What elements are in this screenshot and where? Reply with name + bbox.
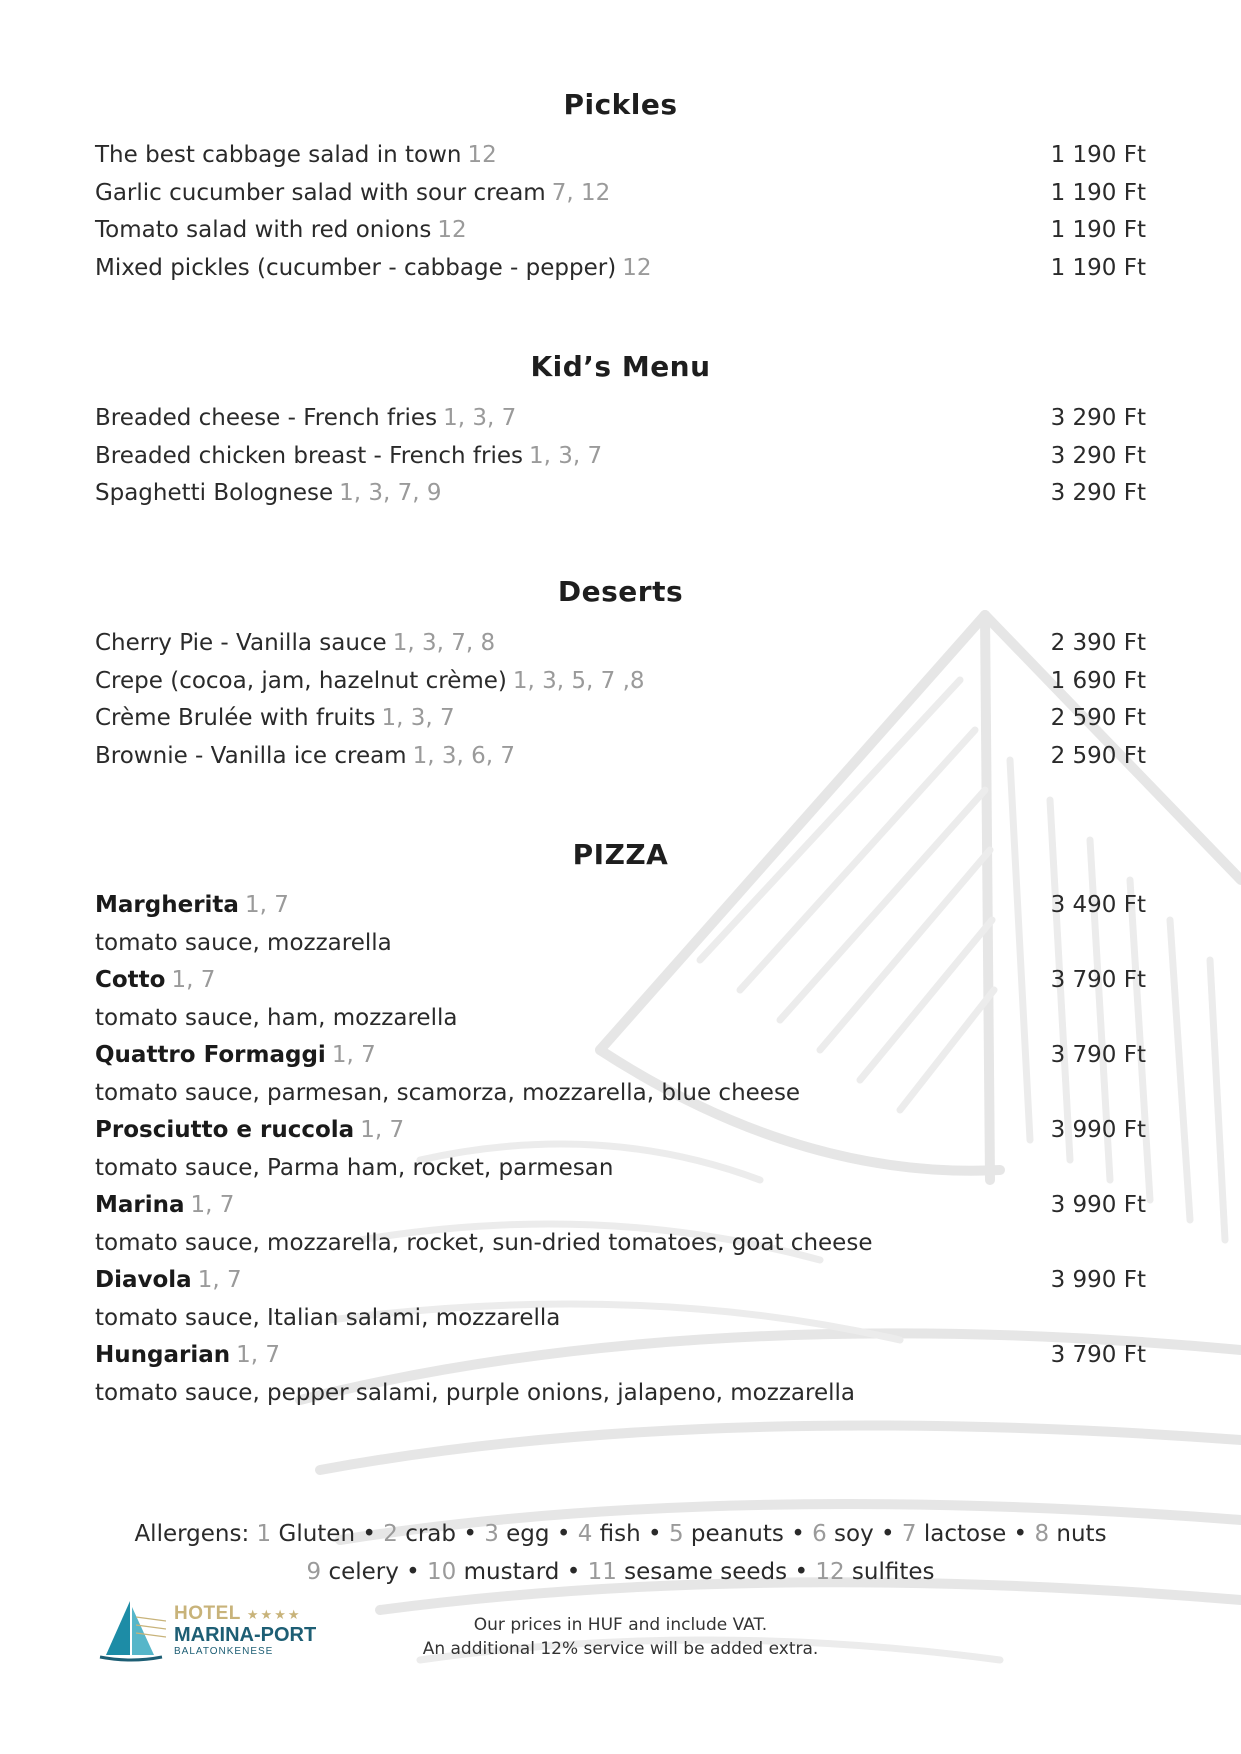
- item-label: [95, 212, 467, 250]
- allergen-separator: •: [791, 1521, 805, 1547]
- allergen-name: sesame seeds: [624, 1559, 788, 1585]
- item-label: [95, 1187, 234, 1225]
- item-allergens: 1, 3, 7: [443, 405, 517, 431]
- allergen-separator: •: [406, 1559, 420, 1585]
- item-label: [95, 1337, 280, 1375]
- item-label: [95, 962, 215, 1000]
- logo-location: BALATONKENESE: [174, 1645, 274, 1657]
- allergen-legend: [0, 1515, 1241, 1591]
- price-note-line-2: An additional 12% service will be added extra.: [422, 1639, 819, 1659]
- allergen-name: mustard: [463, 1559, 560, 1585]
- allergen-number: 10: [427, 1559, 457, 1585]
- item-price: 1 190 Ft: [1050, 254, 1146, 281]
- allergen-separator: •: [794, 1559, 809, 1585]
- pizza-item-row: [95, 887, 1146, 925]
- item-label: [95, 663, 645, 701]
- item-name: Tomato salad with red onions: [95, 217, 432, 243]
- price-note: [0, 1613, 1241, 1661]
- logo-hotel-name: MARINA-PORT: [174, 1623, 317, 1646]
- section-title: Kid’s Menu: [530, 350, 711, 383]
- item-price: 1 690 Ft: [1050, 667, 1146, 694]
- allergen-name: peanuts: [690, 1521, 784, 1547]
- pizza-item-row: [95, 1037, 1146, 1075]
- allergen-separator: •: [556, 1521, 571, 1547]
- pizza-item-row: [95, 1112, 1146, 1150]
- item-allergens: 12: [437, 217, 467, 243]
- menu-item-row: [95, 738, 1146, 776]
- item-name: Cherry Pie - Vanilla sauce: [95, 630, 387, 656]
- allergen-name: lactose: [923, 1521, 1007, 1547]
- allergen-number: 9: [306, 1559, 322, 1585]
- item-name: Breaded cheese - French fries: [95, 405, 438, 431]
- allergen-name: nuts: [1056, 1521, 1107, 1547]
- item-label: [95, 1262, 242, 1300]
- allergen-legend-line-1: [0, 1515, 1241, 1553]
- item-price: 3 990 Ft: [1050, 1117, 1146, 1143]
- item-allergens: 1, 7: [360, 1117, 405, 1143]
- item-name: Mixed pickles (cucumber - cabbage - pepper): [95, 254, 617, 281]
- allergen-number: 6: [812, 1521, 827, 1547]
- item-allergens: 1, 7: [190, 1192, 235, 1218]
- allergen-separator: •: [1013, 1521, 1028, 1547]
- item-name: Crème Brulée with fruits: [95, 705, 376, 731]
- item-price: 2 590 Ft: [1050, 742, 1146, 769]
- item-allergens: 1, 3, 7, 8: [392, 630, 496, 656]
- item-price: 2 590 Ft: [1050, 705, 1146, 731]
- pizza-name: Margherita: [95, 892, 239, 918]
- menu-item-row: [95, 212, 1146, 250]
- item-name: Crepe (cocoa, jam, hazelnut crème): [95, 667, 507, 694]
- pizza-name: Hungarian: [95, 1342, 231, 1368]
- allergen-name: celery: [328, 1559, 399, 1585]
- item-label: [95, 475, 442, 513]
- pizza-description: tomato sauce, pepper salami, purple onions, jalapeno, mozzarella: [95, 1379, 855, 1406]
- allergen-name: egg: [506, 1521, 550, 1547]
- item-allergens: 12: [622, 254, 652, 281]
- pizza-description: tomato sauce, ham, mozzarella: [95, 1004, 458, 1031]
- item-allergens: 1, 7: [244, 892, 289, 918]
- allergen-name: soy: [834, 1521, 874, 1547]
- section-title: PIZZA: [572, 838, 669, 871]
- item-price: 3 290 Ft: [1050, 442, 1146, 469]
- pizza-description: tomato sauce, parmesan, scamorza, mozzarella, blue cheese: [95, 1079, 801, 1106]
- item-label: [95, 400, 516, 438]
- menu-item-row: [95, 137, 1146, 175]
- allergen-separator: •: [648, 1521, 662, 1547]
- allergen-number: 5: [668, 1521, 684, 1547]
- item-price: 3 290 Ft: [1050, 480, 1146, 506]
- pizza-item-row: [95, 1262, 1146, 1300]
- pizza-item-row: [95, 1337, 1146, 1375]
- item-allergens: 1, 7: [171, 967, 216, 993]
- item-label: [95, 738, 515, 776]
- pizza-description: tomato sauce, Italian salami, mozzarella: [95, 1304, 561, 1331]
- item-label: [95, 700, 455, 738]
- item-price: 3 490 Ft: [1050, 892, 1146, 918]
- item-price: 3 990 Ft: [1050, 1267, 1146, 1293]
- item-label: [95, 438, 602, 476]
- item-label: [95, 250, 651, 288]
- item-price: 3 290 Ft: [1050, 405, 1146, 431]
- item-label: [95, 887, 289, 925]
- item-price: 1 190 Ft: [1050, 142, 1146, 168]
- allergen-number: 1: [256, 1521, 272, 1547]
- allergen-number: 7: [901, 1521, 917, 1547]
- item-price: 3 790 Ft: [1050, 1042, 1146, 1068]
- item-name: Garlic cucumber salad with sour cream: [95, 179, 546, 206]
- pizza-item-row: [95, 1187, 1146, 1225]
- item-name: Breaded chicken breast - French fries: [95, 442, 523, 469]
- pizza-name: Prosciutto e ruccola: [95, 1117, 355, 1143]
- logo-hotel-text: HOTEL: [174, 1602, 241, 1624]
- item-label: [95, 1037, 376, 1075]
- menu-item-row: [95, 400, 1146, 438]
- allergen-name: Gluten: [278, 1521, 356, 1547]
- item-name: Brownie - Vanilla ice cream: [95, 742, 407, 769]
- item-price: 3 790 Ft: [1050, 967, 1146, 993]
- item-price: 3 990 Ft: [1050, 1192, 1146, 1218]
- pizza-name: Cotto: [95, 967, 166, 993]
- item-label: [95, 175, 610, 213]
- allergen-legend-label: Allergens:: [134, 1521, 250, 1547]
- allergen-name: fish: [599, 1521, 641, 1547]
- allergen-number: 8: [1034, 1521, 1050, 1547]
- allergen-separator: •: [881, 1521, 895, 1547]
- item-name: The best cabbage salad in town: [95, 142, 462, 168]
- allergen-number: 4: [577, 1521, 593, 1547]
- menu-item-row: [95, 438, 1146, 476]
- item-name: Spaghetti Bolognese: [95, 480, 334, 506]
- menu-item-row: [95, 625, 1146, 663]
- pizza-description: tomato sauce, mozzarella: [95, 929, 392, 956]
- pizza-name: Marina: [95, 1192, 185, 1218]
- item-allergens: 1, 3, 5, 7 ,8: [512, 667, 645, 694]
- allergen-number: 2: [383, 1521, 398, 1547]
- item-allergens: 12: [467, 142, 497, 168]
- menu-item-row: [95, 663, 1146, 701]
- item-label: [95, 137, 497, 175]
- allergen-name: sulfites: [851, 1559, 935, 1585]
- item-price: 3 790 Ft: [1050, 1342, 1146, 1368]
- menu-item-row: [95, 475, 1146, 513]
- pizza-name: Quattro Formaggi: [95, 1042, 326, 1068]
- item-allergens: 1, 3, 6, 7: [412, 742, 515, 769]
- section-title: Deserts: [557, 575, 684, 608]
- menu-item-row: [95, 175, 1146, 213]
- menu-item-row: [95, 250, 1146, 288]
- menu-item-row: [95, 700, 1146, 738]
- item-allergens: 1, 3, 7: [381, 705, 455, 731]
- pizza-name: Diavola: [95, 1267, 192, 1293]
- section-title: Pickles: [563, 88, 678, 121]
- allergen-name: crab: [405, 1521, 456, 1547]
- allergen-number: 11: [587, 1559, 617, 1585]
- pizza-description: tomato sauce, mozzarella, rocket, sun-dried tomatoes, goat cheese: [95, 1229, 873, 1256]
- item-allergens: 1, 7: [331, 1042, 376, 1068]
- item-label: [95, 625, 495, 663]
- item-price: 1 190 Ft: [1050, 179, 1146, 206]
- allergen-separator: •: [463, 1521, 477, 1547]
- allergen-separator: •: [566, 1559, 581, 1585]
- pizza-description: tomato sauce, Parma ham, rocket, parmesan: [95, 1154, 614, 1181]
- allergen-separator: •: [362, 1521, 376, 1547]
- item-allergens: 1, 3, 7: [529, 442, 603, 469]
- allergen-legend-line-2: [0, 1553, 1241, 1591]
- item-allergens: 7, 12: [551, 179, 611, 206]
- allergen-number: 3: [484, 1521, 499, 1547]
- logo-stars: ★★★★: [246, 1607, 302, 1623]
- item-allergens: 1, 3, 7, 9: [339, 480, 442, 506]
- item-allergens: 1, 7: [236, 1342, 280, 1368]
- item-price: 2 390 Ft: [1050, 630, 1146, 656]
- allergen-number: 12: [815, 1559, 845, 1585]
- item-label: [95, 1112, 404, 1150]
- item-price: 1 190 Ft: [1050, 217, 1146, 243]
- price-note-line-1: Our prices in HUF and include VAT.: [473, 1615, 768, 1635]
- pizza-item-row: [95, 962, 1146, 1000]
- item-allergens: 1, 7: [197, 1267, 242, 1293]
